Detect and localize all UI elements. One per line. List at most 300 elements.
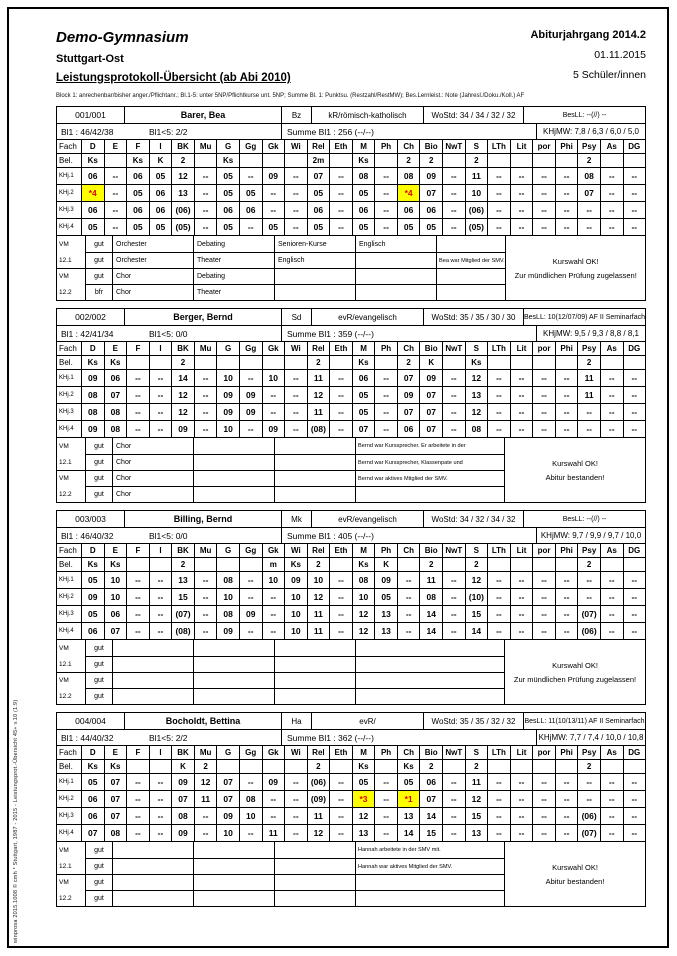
grade-cell-Ch: 09 xyxy=(397,387,420,403)
grade-cell-Eth: -- xyxy=(329,168,352,184)
grade-cell-Gg: 10 xyxy=(239,808,262,824)
grade-cell-Gk: -- xyxy=(262,202,285,218)
bel-cell-Bio: 2 xyxy=(419,760,442,773)
vm-activity-3 xyxy=(274,640,355,656)
vm-activity-3: Senioren-Kurse xyxy=(274,236,355,252)
subject-col-Rel: Rel xyxy=(307,746,330,759)
grade-cell-Ph: -- xyxy=(374,387,397,403)
grade-cell-Mu: -- xyxy=(194,404,217,420)
subject-col-G: G xyxy=(216,544,239,557)
row-label-khj2: KHj.2 xyxy=(59,392,74,398)
vm-activity-2 xyxy=(193,874,274,890)
grade-cell-por: -- xyxy=(532,606,555,622)
subject-col-Mu: Mu xyxy=(194,746,217,759)
bel-cell-As xyxy=(600,356,623,369)
grade-cell-Bio: 14 xyxy=(419,606,442,622)
subject-col-DG: DG xyxy=(623,544,646,557)
grade-cell-S: (06) xyxy=(465,202,488,218)
besll-note: BesLL: 10(12/07/09) AF II Seminarfach xyxy=(523,309,645,325)
subject-col-S: S xyxy=(465,342,488,355)
subject-col-D: D xyxy=(81,544,104,557)
grade-cell-Lit: -- xyxy=(510,387,533,403)
grade-cell-E: 07 xyxy=(104,623,127,639)
row-label-fach: Fach xyxy=(59,546,77,555)
grade-cell-por: -- xyxy=(532,387,555,403)
sum-block1: Summe Bl1 : 362 (--/--) xyxy=(281,730,536,745)
row-label-fach: Fach xyxy=(59,142,77,151)
grade-cell-Phi: -- xyxy=(555,791,578,807)
vm-remark xyxy=(355,656,504,672)
vm-remark: Bea war Mitglied der SMV. xyxy=(436,252,505,268)
grade-cell-Bio: 08 xyxy=(419,589,442,605)
bel-cell-Eth xyxy=(329,558,352,571)
bel-cell-Gk xyxy=(262,760,285,773)
tutor-abbr: Bz xyxy=(281,107,311,123)
header-left xyxy=(56,29,291,84)
grade-cell-Phi: -- xyxy=(555,168,578,184)
school-location: Stuttgart-Ost xyxy=(56,53,124,65)
grade-cell-Ph: -- xyxy=(374,791,397,807)
vm-activity-3 xyxy=(274,454,355,470)
vm-activity-2 xyxy=(193,688,274,704)
grade-cell-Ph: 13 xyxy=(374,606,397,622)
grade-cell-Gk: 09 xyxy=(262,421,285,437)
grade-cell-Psy: -- xyxy=(577,791,600,807)
vm-rows xyxy=(57,236,505,300)
grade-cell-Eth: -- xyxy=(329,606,352,622)
subject-col-LTh: LTh xyxy=(487,746,510,759)
bel-cell-Rel: 2 xyxy=(307,356,330,369)
vm-row-label: VM xyxy=(59,240,69,248)
grade-cell-Eth: -- xyxy=(329,202,352,218)
bel-cell-por xyxy=(532,760,555,773)
bel-cell-I: K xyxy=(149,154,172,167)
subject-col-Ch: Ch xyxy=(397,342,420,355)
bel-cell-Wi: Ks xyxy=(284,558,307,571)
vm-activity-2 xyxy=(193,470,274,486)
grade-cell-Ch: -- xyxy=(397,572,420,588)
grade-cell-BK: 14 xyxy=(171,370,194,386)
tutor-abbr: Mk xyxy=(281,511,311,527)
block-header-row xyxy=(57,713,645,729)
grade-cell-DG: -- xyxy=(623,572,646,588)
status-cell xyxy=(504,438,645,502)
row-label-khj4: KHj.4 xyxy=(59,830,74,836)
bel-cell-LTh xyxy=(487,558,510,571)
grade-cell-G: 05 xyxy=(216,185,239,201)
vm-row-label: VM xyxy=(59,644,69,652)
grade-cell-I: -- xyxy=(149,572,172,588)
grade-cell-I: 05 xyxy=(149,168,172,184)
bel-cell-Lit xyxy=(510,558,533,571)
bel-cell-Wi xyxy=(284,760,307,773)
grades-row-4 xyxy=(57,824,645,841)
grade-cell-BK: (08) xyxy=(171,623,194,639)
subject-col-Bio: Bio xyxy=(419,140,442,153)
vm-row-label: VM xyxy=(57,268,85,284)
grade-cell-Lit: -- xyxy=(510,185,533,201)
subject-col-E: E xyxy=(104,544,127,557)
status-cell xyxy=(504,640,645,704)
grade-cell-Gg: -- xyxy=(239,623,262,639)
vm-section xyxy=(57,841,645,906)
vm-activity-4 xyxy=(355,252,436,268)
status-line: Kurswahl OK! xyxy=(552,660,598,670)
status-line: Zur mündlichen Prüfung zugelassen! xyxy=(514,270,637,280)
grade-cell-BK: 13 xyxy=(171,572,194,588)
vm-row-label: 12.1 xyxy=(59,862,72,870)
grade-cell-D: *4 xyxy=(81,185,104,201)
bel-cell-Psy: 2 xyxy=(577,558,600,571)
grade-cell-G: 07 xyxy=(216,774,239,790)
grade-cell-M: 06 xyxy=(352,370,375,386)
subject-col-Bio: Bio xyxy=(419,544,442,557)
grade-cell-Rel: 11 xyxy=(307,370,330,386)
grade-cell-Ph: -- xyxy=(374,404,397,420)
vm-activity-4: Englisch xyxy=(355,236,436,252)
student-number: 004/004 xyxy=(75,716,106,726)
bel-cell-D: Ks xyxy=(81,760,104,773)
grade-cell-NwT: -- xyxy=(442,387,465,403)
grade-cell-Mu: 12 xyxy=(194,774,217,790)
grade-cell-LTh: -- xyxy=(487,219,510,235)
vm-section xyxy=(57,639,645,704)
bel-cell-Bio: 2 xyxy=(419,154,442,167)
grades-row-1 xyxy=(57,773,645,790)
vm-row-12.2 xyxy=(57,486,504,502)
grade-cell-Psy: (06) xyxy=(577,623,600,639)
grade-cell-Wi: -- xyxy=(284,202,307,218)
bel-cell-Phi xyxy=(555,154,578,167)
grade-cell-Ph: -- xyxy=(374,421,397,437)
vm-activity-1: Chor xyxy=(112,284,193,300)
grade-cell-Gg: 09 xyxy=(239,387,262,403)
grade-cell-E: 07 xyxy=(104,808,127,824)
vm-row-VM xyxy=(57,640,504,656)
school-name: Demo-Gymnasium xyxy=(56,29,189,46)
grade-cell-Bio: 14 xyxy=(419,623,442,639)
conduct-grade: gut xyxy=(85,842,112,858)
grade-cell-G: 09 xyxy=(216,404,239,420)
vm-remark: Bernd war Kurssprecher, Klassenpate und xyxy=(355,454,504,470)
grade-cell-E: 07 xyxy=(104,791,127,807)
bel-cell-BK: K xyxy=(171,760,194,773)
vm-activity-1 xyxy=(112,640,193,656)
row-label-khj3: KHj.3 xyxy=(59,409,74,415)
subject-col-Gk: Gk xyxy=(262,342,285,355)
grade-cell-Lit: -- xyxy=(510,774,533,790)
grade-cell-Mu: -- xyxy=(194,572,217,588)
grade-cell-I: -- xyxy=(149,606,172,622)
grade-cell-LTh: -- xyxy=(487,572,510,588)
vm-activity-1 xyxy=(112,890,193,906)
subject-col-E: E xyxy=(104,140,127,153)
grade-cell-Ph: -- xyxy=(374,168,397,184)
subject-col-Wi: Wi xyxy=(284,544,307,557)
subject-col-Ch: Ch xyxy=(397,746,420,759)
grade-cell-DG: -- xyxy=(623,387,646,403)
subject-col-Ch: Ch xyxy=(397,140,420,153)
row-label-khj3: KHj.3 xyxy=(59,611,74,617)
grade-cell-Wi: -- xyxy=(284,791,307,807)
grade-cell-Eth: -- xyxy=(329,370,352,386)
student-religion: evR/evangelisch xyxy=(311,511,423,527)
status-line: Zur mündlichen Prüfung zugelassen! xyxy=(513,674,637,684)
bel-cell-NwT xyxy=(442,154,465,167)
student-name: Bocholdt, Bettina xyxy=(124,713,281,729)
bel-cell-BK: 2 xyxy=(171,558,194,571)
grade-cell-Ph: -- xyxy=(374,808,397,824)
grade-cell-Gk: -- xyxy=(262,185,285,201)
subject-col-F: F xyxy=(126,746,149,759)
grade-cell-Wi: -- xyxy=(284,168,307,184)
vm-section xyxy=(57,235,645,300)
grade-cell-Rel: 11 xyxy=(307,606,330,622)
grade-cell-Eth: -- xyxy=(329,589,352,605)
grade-cell-S: (10) xyxy=(465,589,488,605)
grade-cell-por: -- xyxy=(532,774,555,790)
grade-cell-por: -- xyxy=(532,572,555,588)
grade-cell-Phi: -- xyxy=(555,774,578,790)
grade-cell-S: 08 xyxy=(465,421,488,437)
grade-cell-D: 06 xyxy=(81,623,104,639)
grades-row-2 xyxy=(57,588,645,605)
grade-cell-Phi: -- xyxy=(555,387,578,403)
grade-cell-Ch: 06 xyxy=(397,421,420,437)
grade-cell-F: -- xyxy=(126,589,149,605)
grade-cell-E: -- xyxy=(104,202,127,218)
cohort-label: Abiturjahrgang 2014.2 xyxy=(530,29,646,41)
grade-cell-LTh: -- xyxy=(487,589,510,605)
grade-cell-E: 08 xyxy=(104,404,127,420)
grade-cell-Gk: -- xyxy=(262,623,285,639)
grade-cell-G: 09 xyxy=(216,808,239,824)
grade-cell-E: 06 xyxy=(104,606,127,622)
vm-activity-3 xyxy=(274,284,355,300)
grade-cell-Gk: -- xyxy=(262,606,285,622)
enrollment-row xyxy=(57,557,645,571)
grade-cell-D: 05 xyxy=(81,219,104,235)
grade-cell-por: -- xyxy=(532,791,555,807)
status-line: Kurswahl OK! xyxy=(552,458,598,468)
student-block-004/004 xyxy=(56,712,646,907)
subject-col-LTh: LTh xyxy=(487,544,510,557)
conduct-grade: gut xyxy=(85,656,112,672)
subject-col-Wi: Wi xyxy=(284,746,307,759)
grade-cell-Rel: (06) xyxy=(307,774,330,790)
vm-activity-1 xyxy=(112,672,193,688)
vm-activity-1: Chor xyxy=(112,438,193,454)
grades-row-2 xyxy=(57,386,645,403)
subject-col-G: G xyxy=(216,746,239,759)
student-name: Berger, Bernd xyxy=(124,309,281,325)
grade-cell-Mu: -- xyxy=(194,387,217,403)
vm-remark xyxy=(355,486,504,502)
subject-col-Rel: Rel xyxy=(307,544,330,557)
conduct-grade: gut xyxy=(85,252,112,268)
subject-header-row xyxy=(57,543,645,557)
row-label-khj4: KHj.4 xyxy=(59,628,74,634)
document-content xyxy=(56,21,646,907)
grade-cell-Psy: -- xyxy=(577,404,600,420)
grade-cell-S: 11 xyxy=(465,774,488,790)
vm-remark: Hannah arbeitete in der SMV mit. xyxy=(355,842,504,858)
vm-activity-3 xyxy=(274,470,355,486)
grade-cell-BK: 12 xyxy=(171,168,194,184)
subject-col-S: S xyxy=(465,140,488,153)
vm-remark xyxy=(355,640,504,656)
grade-cell-Wi: 10 xyxy=(284,623,307,639)
grade-cell-BK: 15 xyxy=(171,589,194,605)
grade-cell-Phi: -- xyxy=(555,202,578,218)
vm-row-label: VM xyxy=(57,874,85,890)
grade-cell-Gg: -- xyxy=(239,825,262,841)
grade-cell-Lit: -- xyxy=(510,623,533,639)
grade-cell-M: 05 xyxy=(352,774,375,790)
grade-cell-Eth: -- xyxy=(329,791,352,807)
student-religion: kR/römisch-katholisch xyxy=(311,107,423,123)
vm-remark xyxy=(355,672,504,688)
bel-cell-Phi xyxy=(555,760,578,773)
subject-col-Ph: Ph xyxy=(374,746,397,759)
grade-cell-LTh: -- xyxy=(487,404,510,420)
bel-cell-Gg xyxy=(239,558,262,571)
grade-cell-Wi: -- xyxy=(284,404,307,420)
grade-cell-Gg: 09 xyxy=(239,606,262,622)
bel-cell-F xyxy=(126,356,149,369)
subject-col-Ph: Ph xyxy=(374,140,397,153)
bel-cell-DG xyxy=(623,760,646,773)
conduct-grade: bfr xyxy=(85,284,112,300)
grade-cell-BK: 12 xyxy=(171,404,194,420)
grade-cell-D: 06 xyxy=(81,808,104,824)
grade-cell-G: 09 xyxy=(216,387,239,403)
grade-cell-M: 05 xyxy=(352,185,375,201)
block-subheader-row xyxy=(57,325,645,341)
subject-col-G: G xyxy=(216,140,239,153)
grade-cell-As: -- xyxy=(600,623,623,639)
grade-cell-D: 09 xyxy=(81,370,104,386)
subject-col-Lit: Lit xyxy=(510,746,533,759)
vm-activity-1: Chor xyxy=(112,486,193,502)
grades-row-2 xyxy=(57,790,645,807)
bel-cell-Eth xyxy=(329,356,352,369)
bel-cell-Psy: 2 xyxy=(577,154,600,167)
subject-col-por: por xyxy=(532,544,555,557)
grade-cell-M: 07 xyxy=(352,421,375,437)
grade-cell-Ph: 05 xyxy=(374,589,397,605)
bel-cell-Phi xyxy=(555,356,578,369)
vm-activity-1 xyxy=(112,842,193,858)
grade-cell-DG: -- xyxy=(623,589,646,605)
bel-cell-DG xyxy=(623,558,646,571)
vm-activity-1 xyxy=(112,874,193,890)
grade-cell-F: -- xyxy=(126,825,149,841)
grade-cell-S: (05) xyxy=(465,219,488,235)
vm-row-label: VM xyxy=(59,846,69,854)
grade-cell-Gg: -- xyxy=(239,370,262,386)
grade-cell-Psy: 07 xyxy=(577,185,600,201)
grade-cell-Wi: -- xyxy=(284,421,307,437)
vm-activity-3 xyxy=(274,656,355,672)
grade-cell-E: 08 xyxy=(104,421,127,437)
bel-cell-E: Ks xyxy=(104,760,127,773)
bel-cell-Mu xyxy=(194,154,217,167)
grade-cell-Eth: -- xyxy=(329,825,352,841)
bel-cell-I xyxy=(149,760,172,773)
grade-cell-S: 11 xyxy=(465,168,488,184)
vm-row-label: 12.2 xyxy=(59,894,72,902)
bel-cell-E: Ks xyxy=(104,356,127,369)
vm-row-label: 12.2 xyxy=(59,692,72,700)
vm-activity-1: Chor xyxy=(112,470,193,486)
grade-cell-Rel: 07 xyxy=(307,168,330,184)
grade-cell-S: 13 xyxy=(465,825,488,841)
grade-cell-LTh: -- xyxy=(487,202,510,218)
block-header-row xyxy=(57,511,645,527)
bel-cell-G: Ks xyxy=(216,154,239,167)
bel-cell-LTh xyxy=(487,356,510,369)
bel-cell-Mu xyxy=(194,356,217,369)
subject-col-M: M xyxy=(352,746,375,759)
subject-col-Eth: Eth xyxy=(329,544,352,557)
vm-activity-3 xyxy=(274,438,355,454)
subject-col-F: F xyxy=(126,140,149,153)
bel-cell-M: Ks xyxy=(352,558,375,571)
status-line: Kurswahl OK! xyxy=(552,862,598,872)
grade-cell-Eth: -- xyxy=(329,404,352,420)
grade-cell-Bio: 11 xyxy=(419,572,442,588)
grade-cell-F: -- xyxy=(126,421,149,437)
vm-remark xyxy=(355,890,504,906)
row-label-khj1: KHj.1 xyxy=(59,577,74,583)
vm-activity-3 xyxy=(274,874,355,890)
subject-col-As: As xyxy=(600,140,623,153)
vm-activity-3: Englisch xyxy=(274,252,355,268)
grade-cell-Gk: -- xyxy=(262,404,285,420)
grade-cell-Gk: 10 xyxy=(262,370,285,386)
bel-cell-Ph xyxy=(374,154,397,167)
status-cell xyxy=(505,236,646,300)
grade-cell-Wi: -- xyxy=(284,825,307,841)
grade-cell-DG: -- xyxy=(623,185,646,201)
subject-col-As: As xyxy=(600,342,623,355)
halfyear-averages: KHjMW: 9,5 / 9,3 / 8,8 / 8,1 xyxy=(536,326,645,341)
conduct-grade: gut xyxy=(85,454,112,470)
grade-cell-S: 12 xyxy=(465,572,488,588)
vm-activity-2: Debating xyxy=(193,268,274,284)
subject-col-Psy: Psy xyxy=(577,140,600,153)
grade-cell-Phi: -- xyxy=(555,825,578,841)
grades-row-1 xyxy=(57,571,645,588)
halfyear-averages: KHjMW: 9,7 / 9,9 / 9,7 / 10,0 xyxy=(536,528,645,543)
grade-cell-Eth: -- xyxy=(329,808,352,824)
bel-cell-Lit xyxy=(510,356,533,369)
grade-cell-NwT: -- xyxy=(442,572,465,588)
grade-cell-BK: 09 xyxy=(171,421,194,437)
grade-cell-Bio: 07 xyxy=(419,185,442,201)
bel-cell-S: 2 xyxy=(465,760,488,773)
besll-note: BesLL: 11(10/13/11) AF II Seminarfach xyxy=(523,713,645,729)
grade-cell-As: -- xyxy=(600,774,623,790)
bl1-under5: Bl1<5: 0/0 xyxy=(149,530,188,541)
grade-cell-S: 12 xyxy=(465,791,488,807)
grade-cell-Phi: -- xyxy=(555,421,578,437)
bel-cell-LTh xyxy=(487,760,510,773)
grade-cell-BK: (07) xyxy=(171,606,194,622)
subject-col-BK: BK xyxy=(171,746,194,759)
grade-cell-F: -- xyxy=(126,623,149,639)
